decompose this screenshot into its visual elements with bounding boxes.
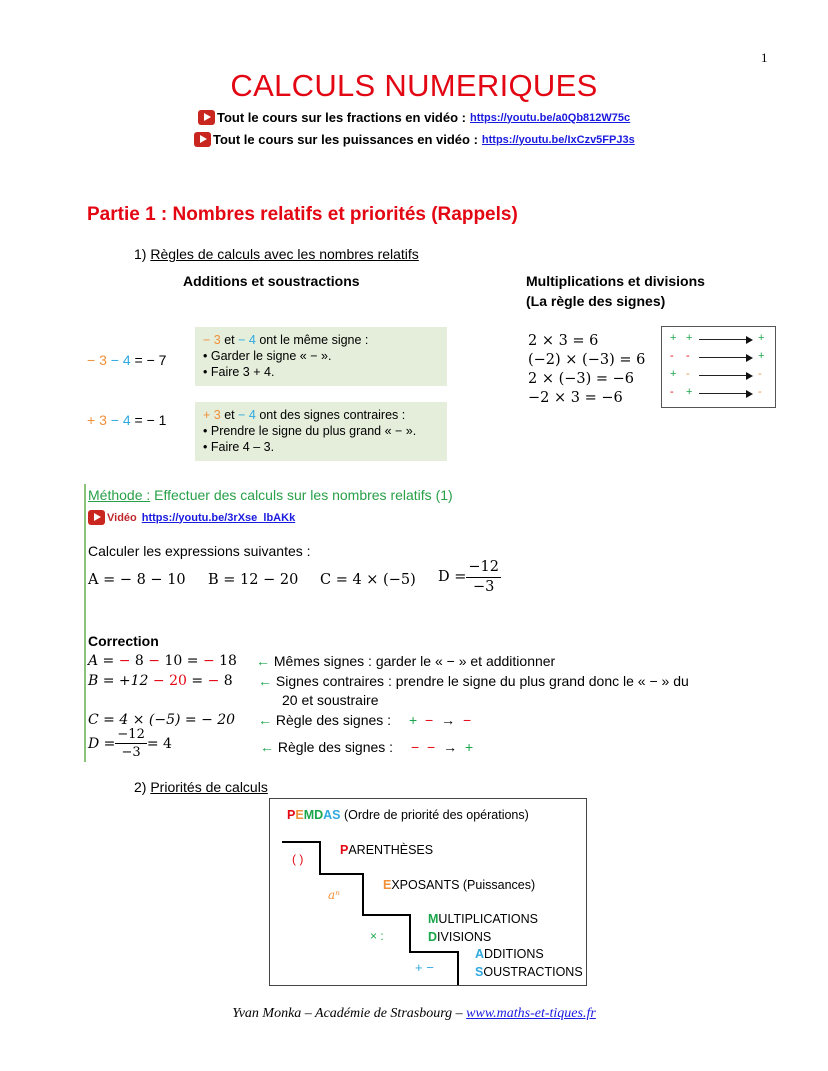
level-divisions: DIVISIONS bbox=[428, 930, 492, 944]
correction-D: D = $\frac{-12}{-3}$ = 4 bbox=[88, 727, 172, 760]
footer-link[interactable]: www.maths-et-tiques.fr bbox=[466, 1006, 596, 1021]
part-title: Partie 1 : Nombres relatifs et priorités (Rappels) bbox=[87, 204, 518, 225]
level-multiplications: MULTIPLICATIONS bbox=[428, 912, 538, 926]
mult-div-heading-1: Multiplications et divisions bbox=[526, 273, 705, 289]
exercise-C: C = 4 × (−5) bbox=[320, 572, 416, 588]
video-url-puissances[interactable]: https://youtu.be/IxCzv5FPJ3s bbox=[481, 133, 635, 146]
rule-bullet: • Prendre le signe du plus grand « − ». bbox=[203, 424, 417, 438]
video-link-label: Tout le cours sur les puissances en vidéo : bbox=[213, 132, 478, 147]
methode-left-border bbox=[84, 484, 86, 762]
methode-video-url[interactable]: https://youtu.be/3rXse_lbAKk bbox=[141, 511, 296, 524]
section-title: Priorités de calculs bbox=[150, 779, 268, 795]
section-1-heading bbox=[134, 246, 419, 262]
sign-rule-row: - + - bbox=[670, 386, 762, 398]
term-b: − 4 bbox=[110, 352, 131, 368]
rule-bullet: • Faire 4 – 3. bbox=[203, 440, 275, 454]
arrow-right-icon bbox=[699, 357, 751, 358]
correction-A: A = − 8 − 10 = − 18 bbox=[88, 653, 237, 669]
mult-example: (−2) × (−3) = 6 bbox=[528, 352, 646, 368]
footer bbox=[0, 1006, 828, 1022]
stair-line bbox=[362, 873, 364, 915]
stair-line bbox=[457, 951, 459, 985]
footer-text: Yvan Monka – Académie de Strasbourg – bbox=[232, 1006, 467, 1021]
video-link-puissances bbox=[194, 132, 635, 147]
methode-video bbox=[88, 510, 295, 525]
correction-heading: Correction bbox=[88, 633, 159, 649]
exponent-symbol: aⁿ bbox=[328, 888, 341, 902]
page-title: CALCULS NUMERIQUES bbox=[230, 68, 598, 103]
add-example-2 bbox=[87, 412, 166, 428]
pemdas-diagram bbox=[269, 798, 587, 986]
methode-instruction: Calculer les expressions suivantes : bbox=[88, 543, 311, 559]
stair-line bbox=[319, 873, 363, 875]
arrow-right-icon bbox=[699, 393, 751, 394]
video-link-label: Tout le cours sur les fractions en vidéo : bbox=[217, 110, 466, 125]
section-number: 2) bbox=[134, 779, 147, 795]
sign-rule-row: + - - bbox=[670, 368, 762, 380]
section-number: 1) bbox=[134, 246, 147, 262]
mult-examples bbox=[528, 332, 645, 408]
sign-rules-box bbox=[661, 326, 776, 408]
mult-div-heading-2: (La règle des signes) bbox=[526, 293, 666, 309]
term-a: − 3 bbox=[87, 352, 107, 368]
rule-box-opposite-sign bbox=[195, 402, 447, 461]
stair-line bbox=[362, 914, 410, 916]
term-b: − 4 bbox=[110, 412, 131, 428]
result: = − 1 bbox=[130, 412, 167, 428]
rule-bullet: • Faire 3 + 4. bbox=[203, 365, 275, 379]
sign-rule-row: - - + bbox=[670, 350, 765, 362]
parentheses-symbol: ( ) bbox=[292, 852, 304, 866]
stair-line bbox=[409, 951, 458, 953]
youtube-play-icon[interactable] bbox=[194, 132, 211, 147]
section-title: Règles de calculs avec les nombres relatifs bbox=[150, 246, 419, 262]
result: = − 7 bbox=[130, 352, 167, 368]
correction-B: B = +12 − 20 = − 8 bbox=[88, 673, 233, 689]
exercise-B: B = 12 − 20 bbox=[208, 572, 299, 588]
fraction: $\frac{-12}{-3}$ bbox=[117, 727, 145, 760]
add-sub-heading: Additions et soustractions bbox=[183, 273, 360, 289]
level-parentheses: PARENTHÈSES bbox=[340, 843, 434, 857]
youtube-play-icon[interactable] bbox=[88, 510, 105, 525]
methode-label: Méthode : bbox=[88, 487, 151, 503]
exercise-A: A = − 8 − 10 bbox=[88, 572, 186, 588]
methode-text: Effectuer des calculs sur les nombres relatifs (1) bbox=[150, 487, 453, 503]
correction-C-comment: ← Règle des signes : + − → − bbox=[258, 712, 472, 728]
level-additions: ADDITIONS bbox=[475, 947, 544, 961]
mult-div-symbol: × : bbox=[370, 929, 384, 943]
pemdas-heading: PEMDAS (Ordre de priorité des opérations) bbox=[287, 808, 529, 822]
rule-box-title: + 3 et − 4 ont des signes contraires : bbox=[203, 408, 406, 422]
level-soustractions: SOUSTRACTIONS bbox=[475, 965, 583, 979]
add-example-1 bbox=[87, 352, 166, 368]
rule-bullet: • Garder le signe « − ». bbox=[203, 349, 332, 363]
sign-rule-row: + + + bbox=[670, 332, 765, 344]
page-number: 1 bbox=[761, 50, 768, 65]
exercise-D: D = $\frac{-12}{-3}$ bbox=[438, 559, 499, 595]
correction-B-comment-2: 20 et soustraire bbox=[282, 692, 379, 708]
section-2-heading bbox=[134, 779, 268, 795]
mult-example: 2 × 3 = 6 bbox=[528, 333, 599, 349]
rule-box-title: − 3 et − 4 ont le même signe : bbox=[203, 333, 369, 347]
correction-A-comment: ← Mêmes signes : garder le « − » et additionner bbox=[256, 653, 556, 669]
stair-line bbox=[409, 914, 411, 952]
video-label: Vidéo bbox=[107, 511, 137, 524]
arrow-right-icon bbox=[699, 339, 751, 340]
methode-title bbox=[88, 487, 453, 503]
arrow-right-icon bbox=[699, 375, 751, 376]
term-a: + 3 bbox=[87, 412, 107, 428]
stair-line bbox=[319, 841, 321, 874]
fraction: $\frac{-12}{-3}$ bbox=[468, 559, 499, 595]
correction-D-comment: ← Règle des signes : − − → + bbox=[260, 739, 474, 755]
mult-example: 2 × (−3) = −6 bbox=[528, 371, 635, 387]
rule-box-same-sign bbox=[195, 327, 447, 386]
correction-C: C = 4 × (−5) = − 20 bbox=[88, 712, 236, 728]
video-link-fractions bbox=[198, 110, 630, 125]
add-sub-symbol: + − bbox=[415, 960, 434, 975]
correction-B-comment: ← Signes contraires : prendre le signe du plus grand donc le « − » du bbox=[258, 673, 689, 689]
stair-line bbox=[282, 841, 320, 843]
level-exposants: EXPOSANTS (Puissances) bbox=[383, 878, 536, 892]
youtube-play-icon[interactable] bbox=[198, 110, 215, 125]
mult-example: −2 × 3 = −6 bbox=[528, 390, 623, 406]
video-url-fractions[interactable]: https://youtu.be/a0Qb812W75c bbox=[469, 111, 631, 124]
